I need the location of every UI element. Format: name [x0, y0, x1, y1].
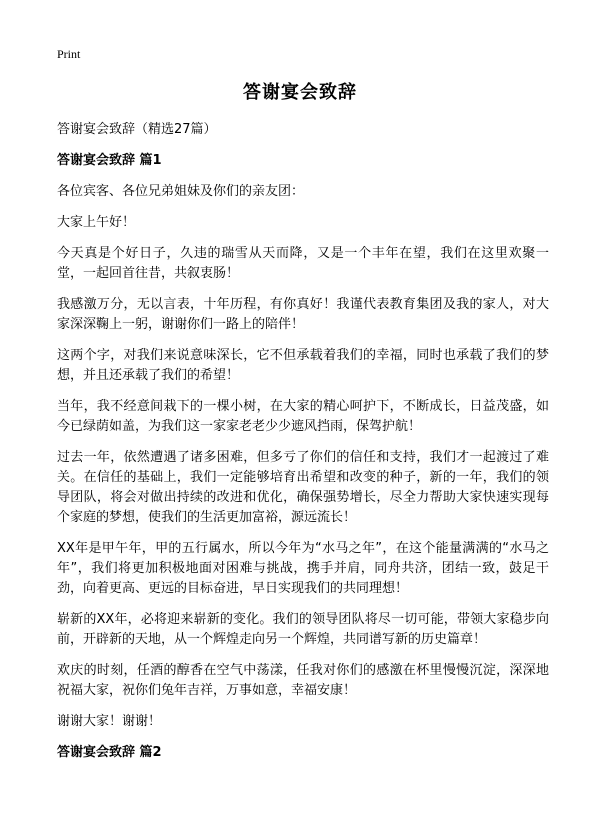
- paragraph: 当年，我不经意间栽下的一棵小树，在大家的精心呵护下，不断成长，日益茂盛，如今已绿荫如盖，为我们这一家家老老少少遮风挡雨，保驾护航！: [57, 399, 549, 434]
- section-heading-2: 答谢宴会致辞 篇2: [57, 745, 162, 760]
- paragraph: 谢谢大家！谢谢！: [57, 714, 162, 729]
- paragraph: XX年是甲午年，甲的五行属水，所以今年为“水马之年”，在这个能量满满的“水马之年”，我们将更加积极地面对困难与挑战，携手并肩，同舟共济，团结一致，鼓足干劲，向着更高、更远的目标奋进，早日实现我们的共同理想！: [57, 541, 549, 596]
- paragraph: 大家上午好！: [57, 215, 136, 230]
- paragraph: 我感激万分，无以言表，十年历程，有你真好！我谨代表教育集团及我的家人，对大家深深鞠上一躬，谢谢你们一路上的陪伴！: [57, 297, 549, 332]
- paragraph: 崭新的XX年，必将迎来崭新的变化。我们的领导团队将尽一切可能，带领大家稳步向前，开辟新的天地，从一个辉煌走向另一个辉煌，共同谱写新的历史篇章！: [57, 612, 549, 647]
- paragraph: 今天真是个好日子，久违的瑞雪从天而降，又是一个丰年在望，我们在这里欢聚一堂，一起回首往昔，共叙衷肠！: [57, 246, 549, 281]
- paragraph: 过去一年，依然遭遇了诸多困难，但多亏了你们的信任和支持，我们才一起渡过了难关。在信任的基础上，我们一定能够培育出希望和改变的种子，新的一年，我们的领导团队，将会对做出持续的改进和优化，确保强势增长，尽全力帮助大家快速实现每个家庭的梦想，使我们的生活更加富裕，源远流长！: [57, 450, 549, 525]
- print-link[interactable]: Print: [57, 47, 81, 61]
- section-heading-1: 答谢宴会致辞 篇1: [57, 153, 162, 168]
- paragraph: 欢庆的时刻，任酒的醇香在空气中荡漾，任我对你们的感激在杯里慢慢沉淀，深深地祝福大家，祝你们兔年吉祥，万事如意，幸福安康！: [57, 663, 549, 698]
- paragraph: 这两个字，对我们来说意味深长，它不但承载着我们的幸福，同时也承载了我们的梦想，并且还承载了我们的希望！: [57, 348, 549, 383]
- page-title: 答谢宴会致辞: [243, 82, 357, 103]
- document-subtitle: 答谢宴会致辞（精选27篇）: [57, 122, 217, 137]
- paragraph: 各位宾客、各位兄弟姐妹及你们的亲友团：: [57, 184, 305, 199]
- document-body: [57, 120, 549, 774]
